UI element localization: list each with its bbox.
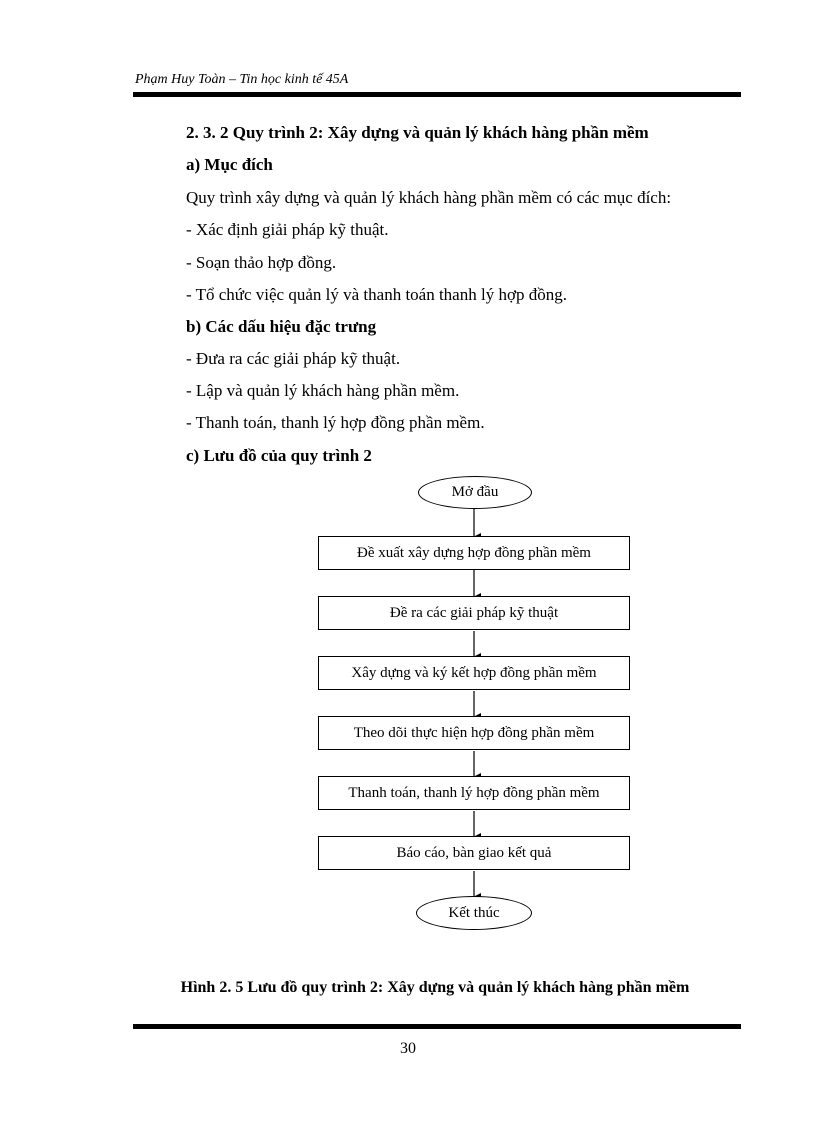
subsection-a-item: - Xác định giải pháp kỹ thuật. bbox=[186, 220, 389, 239]
subsection-a-item: - Tổ chức việc quản lý và thanh toán thanh lý hợp đồng. bbox=[186, 285, 567, 304]
flowchart-step: Theo dõi thực hiện hợp đồng phần mềm bbox=[318, 716, 630, 750]
subsection-b-title: b) Các dấu hiệu đặc trưng bbox=[186, 317, 377, 336]
subsection-b-item: - Thanh toán, thanh lý hợp đồng phần mềm. bbox=[186, 413, 485, 432]
section-title: 2. 3. 2 Quy trình 2: Xây dựng và quản lý khách hàng phần mềm bbox=[186, 123, 649, 142]
subsection-a-title: a) Mục đích bbox=[186, 155, 273, 174]
flowchart-step: Đề ra các giải pháp kỹ thuật bbox=[318, 596, 630, 630]
subsection-a-intro: Quy trình xây dựng và quản lý khách hàng phần mềm có các mục đích: bbox=[186, 188, 672, 207]
subsection-b-item: - Đưa ra các giải pháp kỹ thuật. bbox=[186, 349, 401, 368]
subsection-b-item: - Lập và quản lý khách hàng phần mềm. bbox=[186, 381, 460, 400]
subsection-a-item: - Soạn thảo hợp đồng. bbox=[186, 253, 337, 272]
subsection-c-title: c) Lưu đồ của quy trình 2 bbox=[186, 446, 372, 465]
flowchart-end: Kết thúc bbox=[416, 896, 532, 930]
page-header: Phạm Huy Toàn – Tin học kinh tế 45A bbox=[135, 72, 349, 87]
footer-rule bbox=[133, 1024, 741, 1029]
flowchart-step: Xây dựng và ký kết hợp đồng phần mềm bbox=[318, 656, 630, 690]
flowchart-step: Thanh toán, thanh lý hợp đồng phần mềm bbox=[318, 776, 630, 810]
flowchart-step: Đề xuất xây dựng hợp đồng phần mềm bbox=[318, 536, 630, 570]
page-number: 30 bbox=[400, 1040, 416, 1057]
figure-caption: Hình 2. 5 Lưu đồ quy trình 2: Xây dựng và quản lý khách hàng phần mềm bbox=[180, 979, 690, 996]
flowchart-start: Mở đầu bbox=[418, 476, 532, 509]
flowchart-step: Báo cáo, bàn giao kết quả bbox=[318, 836, 630, 870]
